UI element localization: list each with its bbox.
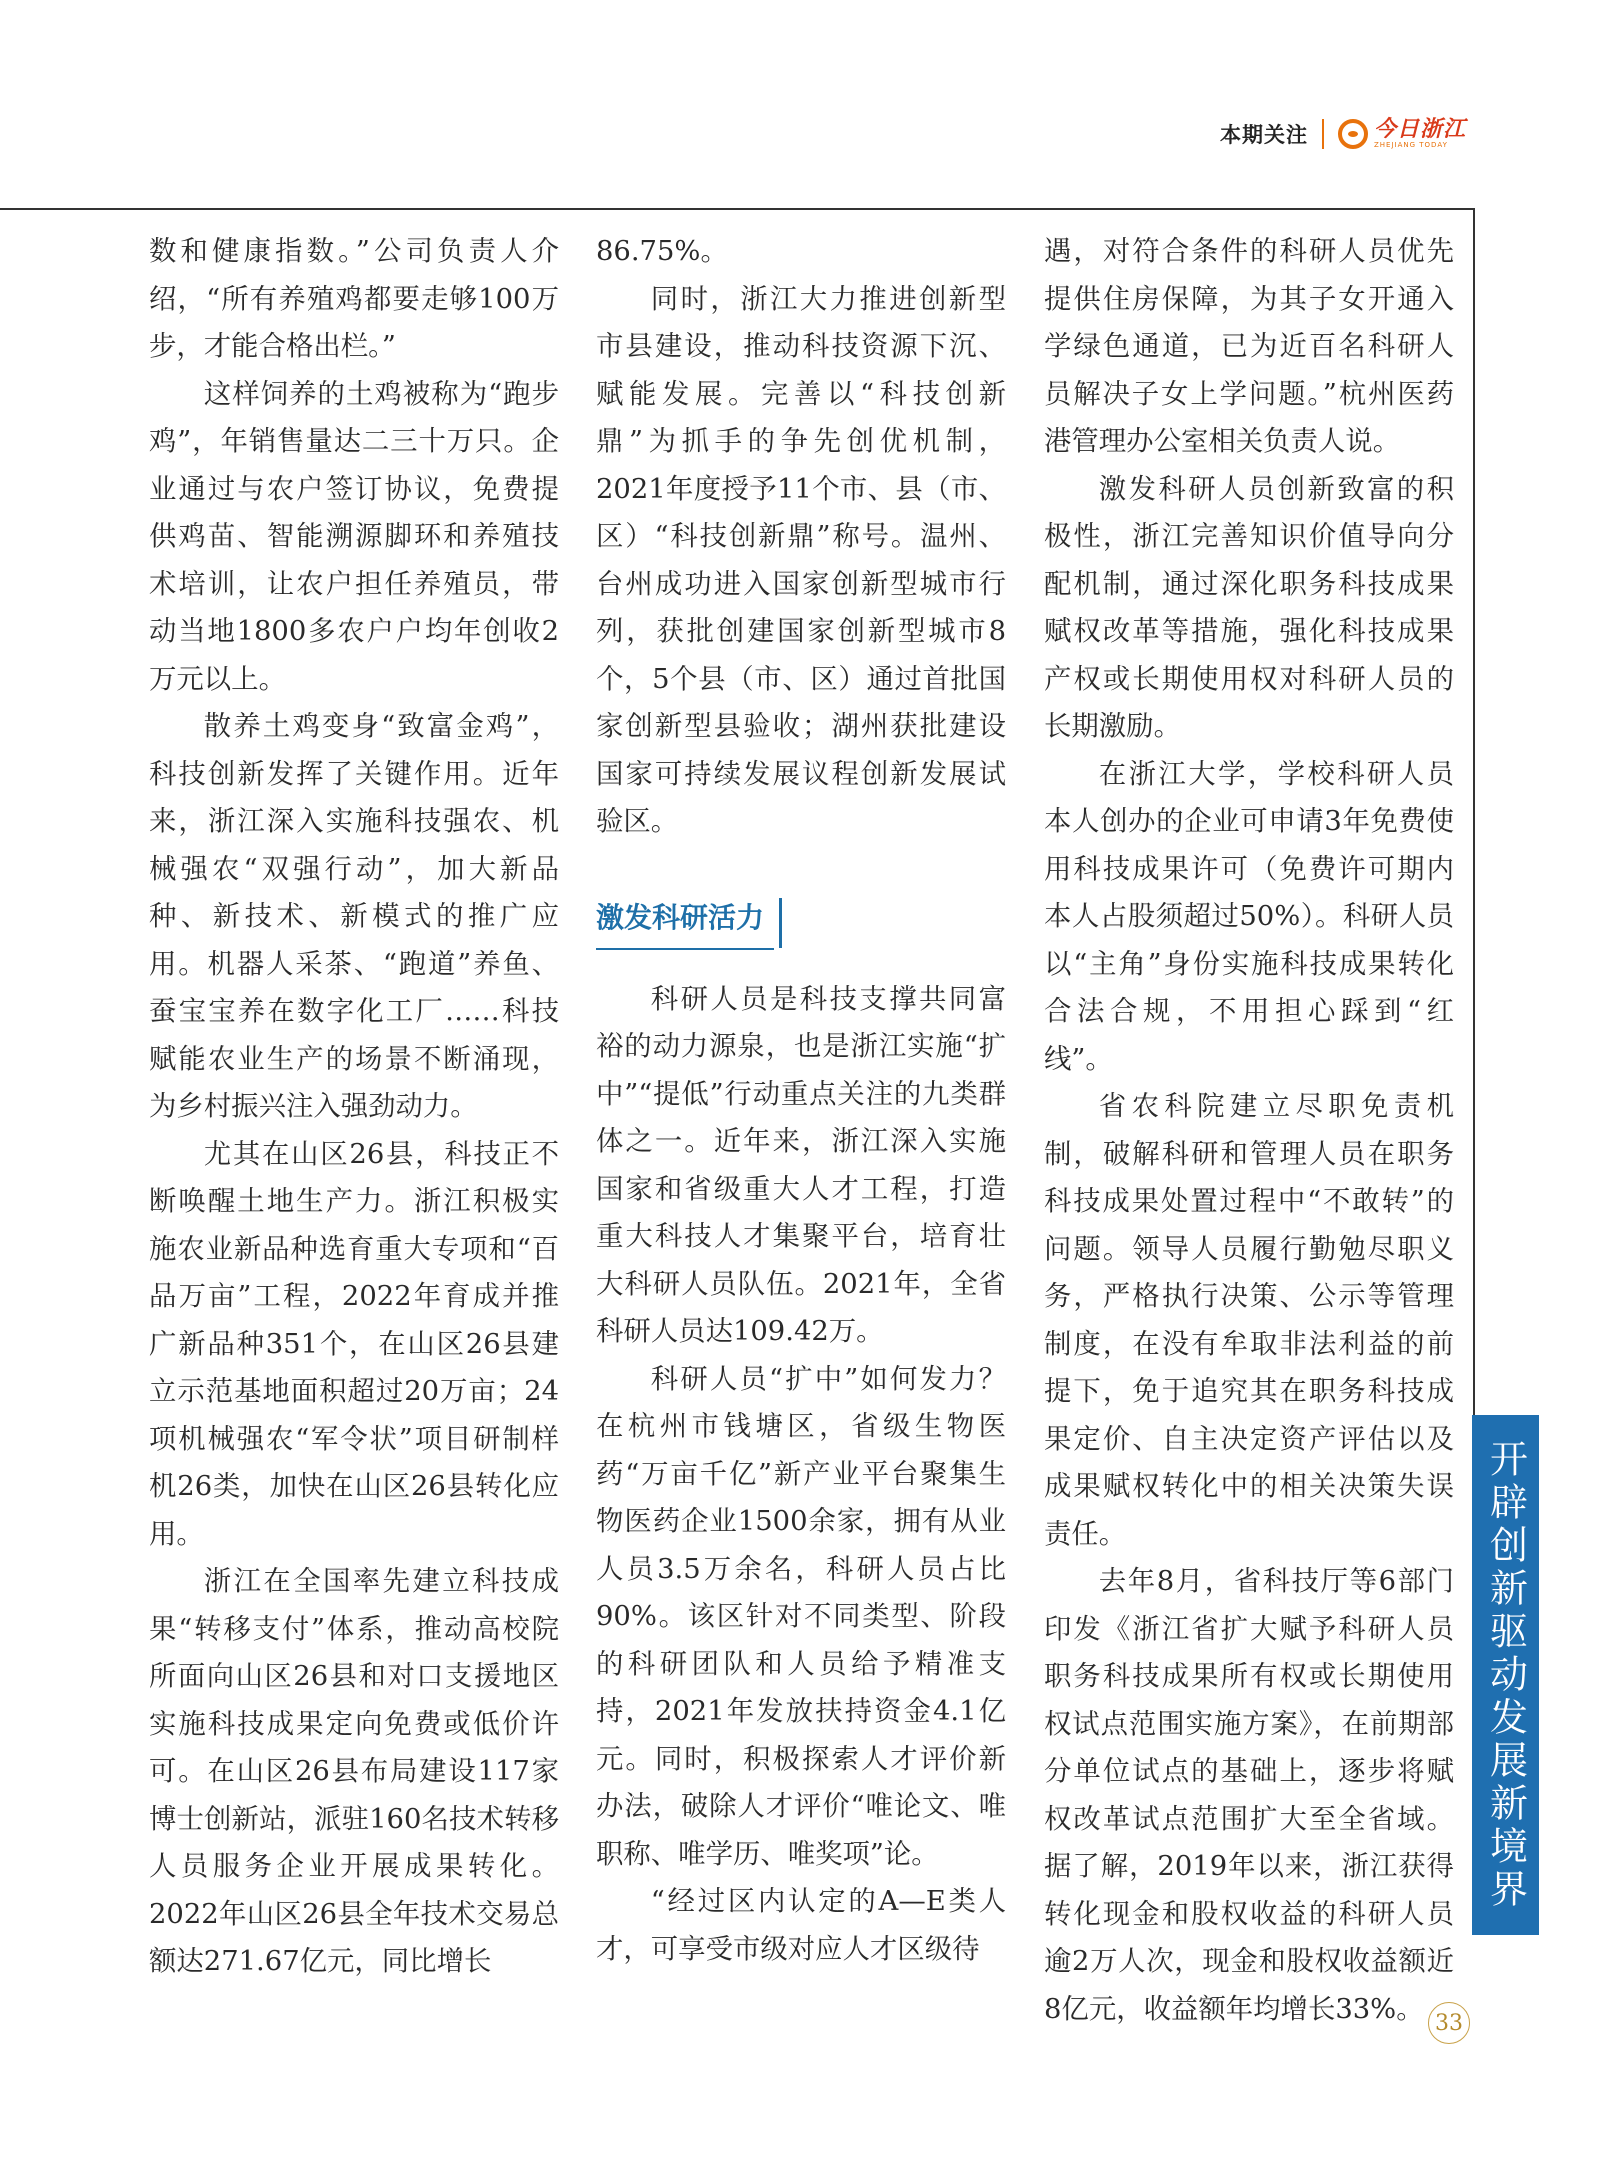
paragraph: 浙江在全国率先建立科技成果“转移支付”体系，推动高校院所面向山区26县和对口支援地区实施科技成果定向免费或低价许可。在山区26县布局建设117家博士创新站，派驻160名技术转移人员服务企业开展成果转化。2022年山区26县全年技术交易总额达271.67亿元，同比增长 — [149, 1566, 559, 1977]
paragraph: 在浙江大学，学校科研人员本人创办的企业可申请3年免费使用科技成果许可（免费许可期内本人占股须超过50%）。科研人员以“主角”身份实施科技成果转化合法合规，不用担心踩到“红线”。 — [1044, 758, 1454, 1075]
paragraph: 省农科院建立尽职免责机制，破解科研和管理人员在职务科技成果处置过程中“不敢转”的问题。领导人员履行勤勉尽职义务，严格执行决策、公示等管理制度，在没有牟取非法利益的前提下，免于追究其在职务科技成果定价、自主决定资产评估以及成果赋权转化中的相关决策失误责任。 — [1044, 1091, 1454, 1550]
paragraph: 尤其在山区26县，科技正不断唤醒土地生产力。浙江积极实施农业新品种选育重大专项和“百品万亩”工程，2022年育成并推广新品种351个，在山区26县建立示范基地面积超过20万亩；24项机械强农“军令状”项目研制样机26类，加快在山区26县转化应用。 — [149, 1138, 559, 1550]
paragraph: 遇，对符合条件的科研人员优先提供住房保障，为其子女开通入学绿色通道，已为近百名科研人员解决子女上学问题。”杭州医药港管理办公室相关负责人说。 — [1044, 236, 1454, 457]
section-heading: 激发科研活力 — [596, 894, 774, 950]
magazine-logo — [1338, 118, 1466, 149]
article-column-2 — [596, 228, 1006, 1973]
side-title: 开辟创新驱动发展新境界 — [1483, 1438, 1528, 1912]
paragraph: 科研人员“扩中”如何发力？在杭州市钱塘区，省级生物医药“万亩千亿”新产业平台聚集生物医药企业1500余家，拥有从业人员3.5万余名，科研人员占比90%。该区针对不同类型、阶段的科研团队和人员给予精准支持，2021年发放扶持资金4.1亿元。同时，积极探索人才评价新办法，破除人才评价“唯论文、唯职称、唯学历、唯奖项”论。 — [596, 1363, 1006, 1870]
page-number: 33 — [1428, 2002, 1470, 2044]
article-column-3 — [1044, 228, 1454, 2033]
logo-icon — [1338, 119, 1368, 149]
paragraph: 这样饲养的土鸡被称为“跑步鸡”，年销售量达二三十万只。企业通过与农户签订协议，免费提供鸡苗、智能溯源脚环和养殖技术培训，让农户担任养殖员，带动当地1800多农户户均年创收2万元以上。 — [149, 378, 559, 695]
paragraph: 数和健康指数。”公司负责人介绍，“所有养殖鸡都要走够100万步，才能合格出栏。” — [149, 236, 559, 362]
frame-line-right — [1473, 208, 1475, 1418]
section-label: 本期关注 — [1219, 122, 1308, 147]
paragraph: 散养土鸡变身“致富金鸡”，科技创新发挥了关键作用。近年来，浙江深入实施科技强农、机械强农“双强行动”，加大新品种、新技术、新模式的推广应用。机器人采茶、“跑道”养鱼、蚕宝宝养在数字化工厂……科技赋能农业生产的场景不断涌现，为乡村振兴注入强劲动力。 — [149, 711, 559, 1122]
frame-line-top — [0, 208, 1475, 210]
paragraph: 科研人员是科技支撑共同富裕的动力源泉，也是浙江实施“扩中”“提低”行动重点关注的九类群体之一。近年来，浙江深入实施国家和省级重大人才工程，打造重大科技人才集聚平台，培育壮大科研人员队伍。2021年，全省科研人员达109.42万。 — [596, 983, 1006, 1347]
section-heading-block — [596, 894, 1006, 952]
page-header — [1220, 118, 1466, 149]
logo-subtitle: ZHEJIANG TODAY — [1373, 141, 1448, 149]
paragraph: 86.75%。 — [596, 236, 728, 267]
paragraph: 去年8月，省科技厅等6部门印发《浙江省扩大赋予科研人员职务科技成果所有权或长期使用权试点范围实施方案》，在前期部分单位试点的基础上，逐步将赋权改革试点范围扩大至全省域。据了解，2019年以来，浙江获得转化现金和股权收益的科研人员逾2万人次，现金和股权收益额近8亿元，收益额年均增长33%。 — [1044, 1566, 1454, 2025]
article-column-1 — [149, 228, 559, 1986]
paragraph: 同时，浙江大力推进创新型市县建设，推动科技资源下沉、赋能发展。完善以“科技创新鼎”为抓手的争先创优机制，2021年度授予11个市、县（市、区）“科技创新鼎”称号。温州、台州成功进入国家创新型城市行列，获批创建国家创新型城市8个，5个县（市、区）通过首批国家创新型县验收；湖州获批建设国家可持续发展议程创新发展试验区。 — [596, 283, 1006, 837]
paragraph: 激发科研人员创新致富的积极性，浙江完善知识价值导向分配机制，通过深化职务科技成果赋权改革等措施，强化科技成果产权或长期使用权对科研人员的长期激励。 — [1044, 473, 1454, 742]
side-title-tab — [1472, 1415, 1539, 1935]
paragraph: “经过区内认定的A—E类人才，可享受市级对应人才区级待 — [596, 1886, 1006, 1965]
logo-title: 今日浙江 — [1373, 116, 1466, 142]
header-divider — [1322, 119, 1324, 149]
